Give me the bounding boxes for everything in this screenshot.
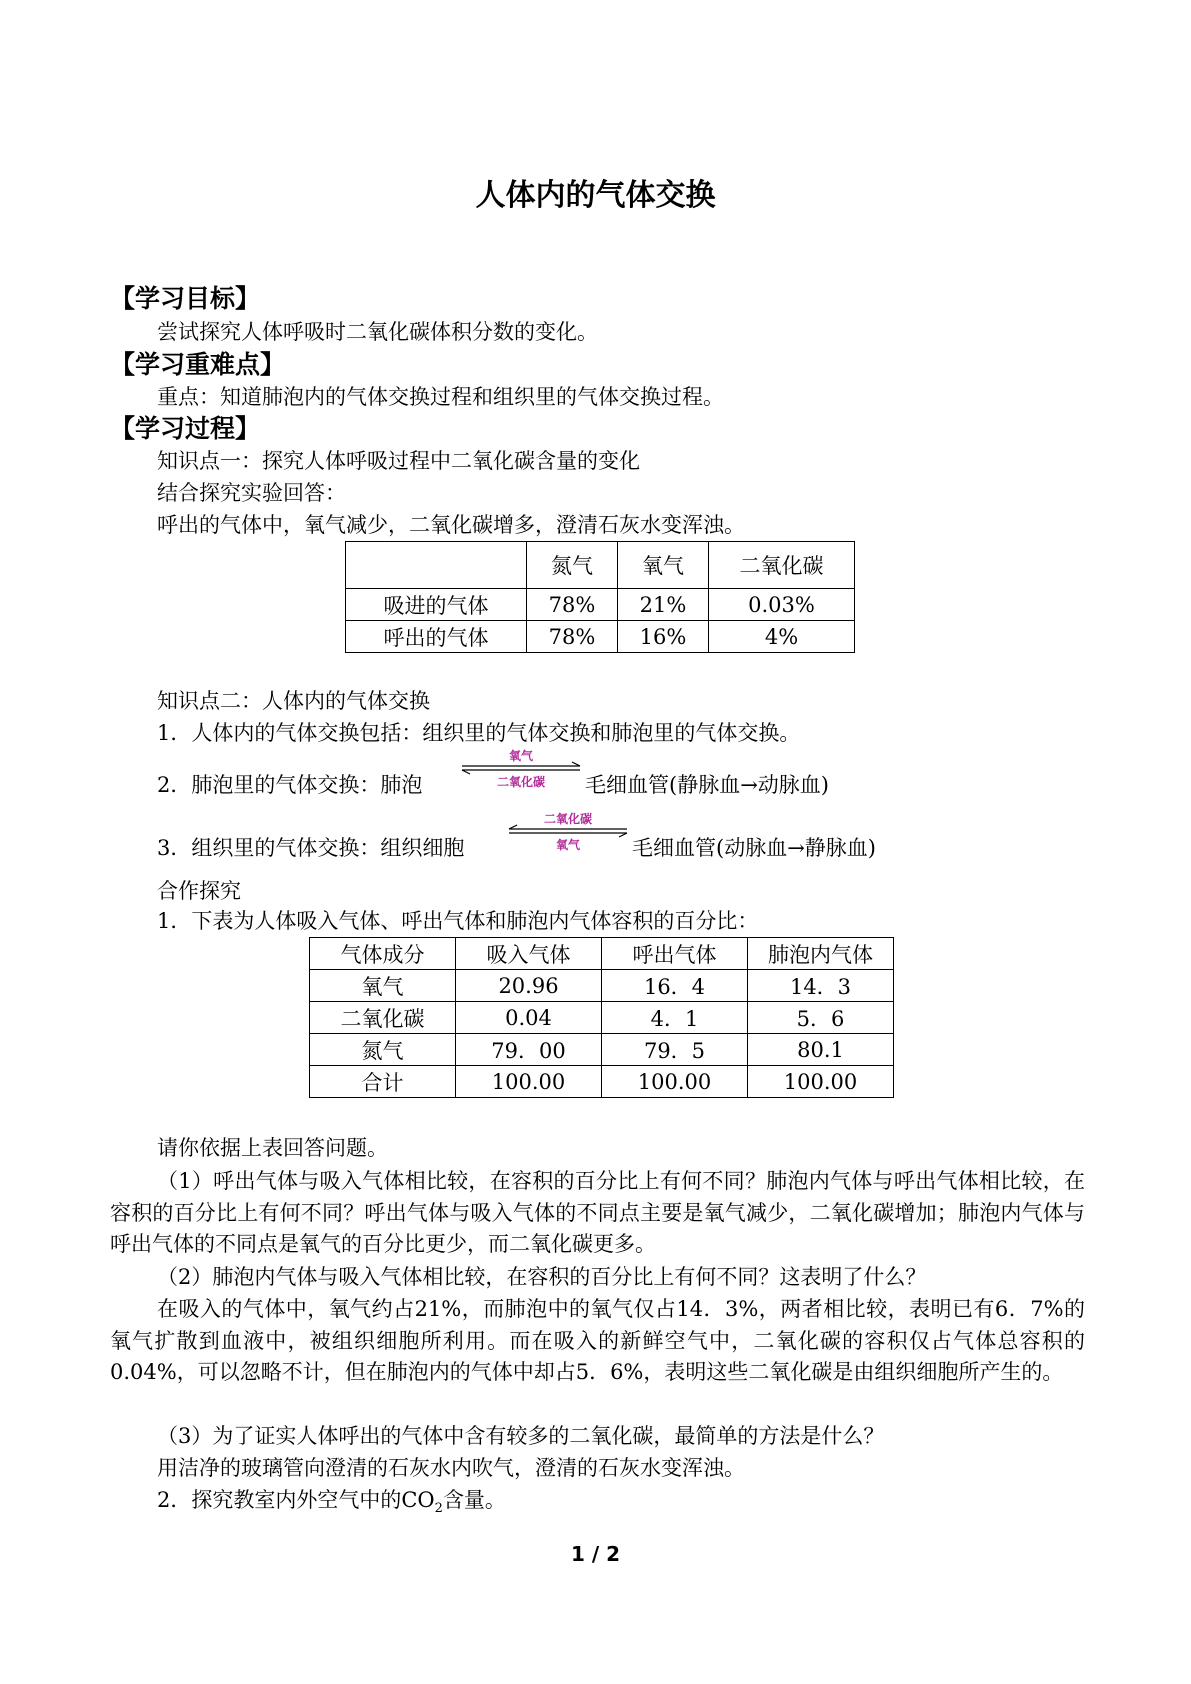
page-title: 人体内的气体交换 <box>475 178 716 213</box>
answer-paragraph-1: （1）呼出气体与吸入气体相比较，在容积的百分比上有何不同？肺泡内气体与呼出气体相比较，在容积的百分比上有何不同？呼出气体与吸入气体的不同点主要是氧气减少，二氧化碳增加；肺泡内气体与呼出气体的不同点是氧气的百分比更少，而二氧化碳更多。 <box>110 1169 1085 1256</box>
arrow-bottom-label: 二氧化碳 <box>496 775 546 789</box>
table-cell: 吸进的气体 <box>346 589 527 621</box>
co2-subscript: 2 <box>434 1501 443 1517</box>
table-cell: 5．6 <box>748 1002 894 1034</box>
table-header-cell: 气体成分 <box>310 938 456 970</box>
table-header-row <box>310 938 894 970</box>
part1-title: 知识点一：探究人体呼吸过程中二氧化碳含量的变化 <box>157 449 640 473</box>
part2-title: 知识点二：人体内的气体交换 <box>157 689 430 713</box>
table-cell: 20.96 <box>456 970 602 1002</box>
table-header-cell: 二氧化碳 <box>709 542 855 589</box>
table-cell: 氮气 <box>310 1034 456 1066</box>
gas-table-1 <box>345 541 855 653</box>
table-cell: 4% <box>709 621 855 653</box>
answer-paragraph-2: 在吸入的气体中，氧气约占21%，而肺泡中的氧气仅占14．3%，两者相比较，表明已有6．7%的氧气扩散到血液中，被组织细胞所利用。而在吸入的新鲜空气中，二氧化碳的容积仅占气体总容积的0.04%，可以忽略不计，但在肺泡内的气体中却占5．6%，表明这些二氧化碳是由组织细胞所产生的。 <box>110 1297 1085 1384</box>
table-cell: 100.00 <box>602 1066 748 1098</box>
coop-instruction: 请你依据上表回答问题。 <box>157 1136 388 1160</box>
table-cell: 79．00 <box>456 1034 602 1066</box>
table-cell: 100.00 <box>456 1066 602 1098</box>
coop-q1: 1．下表为人体吸入气体、呼出气体和肺泡内气体容积的百分比： <box>157 909 759 933</box>
table-cell: 氧气 <box>310 970 456 1002</box>
process-heading: 【学习过程】 <box>110 414 261 443</box>
table-header-cell: 氮气 <box>527 542 618 589</box>
table-header-cell: 氧气 <box>618 542 709 589</box>
part2-item1: 1．人体内的气体交换包括：组织里的气体交换和肺泡里的气体交换。 <box>157 721 801 745</box>
table-row <box>310 1034 894 1066</box>
coop-title: 合作探究 <box>157 879 241 903</box>
part2-item2-suffix: 毛细血管(静脉血→动脉血) <box>585 773 829 797</box>
table-cell: 4．1 <box>602 1002 748 1034</box>
key-text: 重点：知道肺泡内的气体交换过程和组织里的气体交换过程。 <box>157 385 724 409</box>
table-cell: 16．4 <box>602 970 748 1002</box>
table-header-cell: 吸入气体 <box>456 938 602 970</box>
goal-text: 尝试探究人体呼吸时二氧化碳体积分数的变化。 <box>157 320 598 344</box>
question-3: （3）为了证实人体呼出的气体中含有较多的二氧化碳，最简单的方法是什么？ <box>157 1424 885 1448</box>
gas-table-2 <box>309 937 894 1098</box>
table-cell: 79．5 <box>602 1034 748 1066</box>
table-row <box>346 621 855 653</box>
table-cell: 0.04 <box>456 1002 602 1034</box>
coop-q2-suffix: 含量。 <box>442 1488 506 1512</box>
table-header-cell: 肺泡内气体 <box>748 938 894 970</box>
page-number: 1 / 2 <box>570 1542 621 1566</box>
table-row <box>310 970 894 1002</box>
table-cell: 0.03% <box>709 589 855 621</box>
goal-heading: 【学习目标】 <box>110 284 261 313</box>
table-header-cell: 呼出气体 <box>602 938 748 970</box>
part1-answer: 呼出的气体中，氧气减少，二氧化碳增多，澄清石灰水变浑浊。 <box>157 513 745 537</box>
table-cell: 100.00 <box>748 1066 894 1098</box>
table-cell: 16% <box>618 621 709 653</box>
table-cell: 14．3 <box>748 970 894 1002</box>
table-cell: 78% <box>527 621 618 653</box>
arrow-top-label: 氧气 <box>508 749 534 763</box>
table-row <box>310 1066 894 1098</box>
table-cell: 二氧化碳 <box>310 1002 456 1034</box>
coop-q2-prefix: 2．探究教室内外空气中的CO <box>157 1488 435 1512</box>
answer-3: 用洁净的玻璃管向澄清的石灰水内吹气，澄清的石灰水变浑浊。 <box>157 1456 745 1480</box>
table-row <box>346 589 855 621</box>
table-header-row <box>346 542 855 589</box>
part2-item3-suffix: 毛细血管(动脉血→静脉血) <box>632 836 876 860</box>
arrow-bottom-label: 氧气 <box>555 838 581 852</box>
table-row <box>310 1002 894 1034</box>
double-arrow-icon <box>505 809 631 855</box>
part2-item3-prefix: 3．组织里的气体交换：组织细胞 <box>157 836 465 860</box>
table-cell: 呼出的气体 <box>346 621 527 653</box>
part2-item2-prefix: 2．肺泡里的气体交换：肺泡 <box>157 773 423 797</box>
table-header-cell <box>346 542 527 589</box>
arrow-top-label: 二氧化碳 <box>543 812 593 826</box>
table-cell: 78% <box>527 589 618 621</box>
table-cell: 21% <box>618 589 709 621</box>
double-arrow-icon <box>458 746 584 792</box>
question-2: （2）肺泡内气体与吸入气体相比较，在容积的百分比上有何不同？这表明了什么？ <box>157 1265 927 1289</box>
part1-prompt: 结合探究实验回答： <box>157 481 346 505</box>
table-cell: 合计 <box>310 1066 456 1098</box>
table-cell: 80.1 <box>748 1034 894 1066</box>
key-heading: 【学习重难点】 <box>110 350 286 379</box>
coop-q2 <box>157 1485 506 1524</box>
